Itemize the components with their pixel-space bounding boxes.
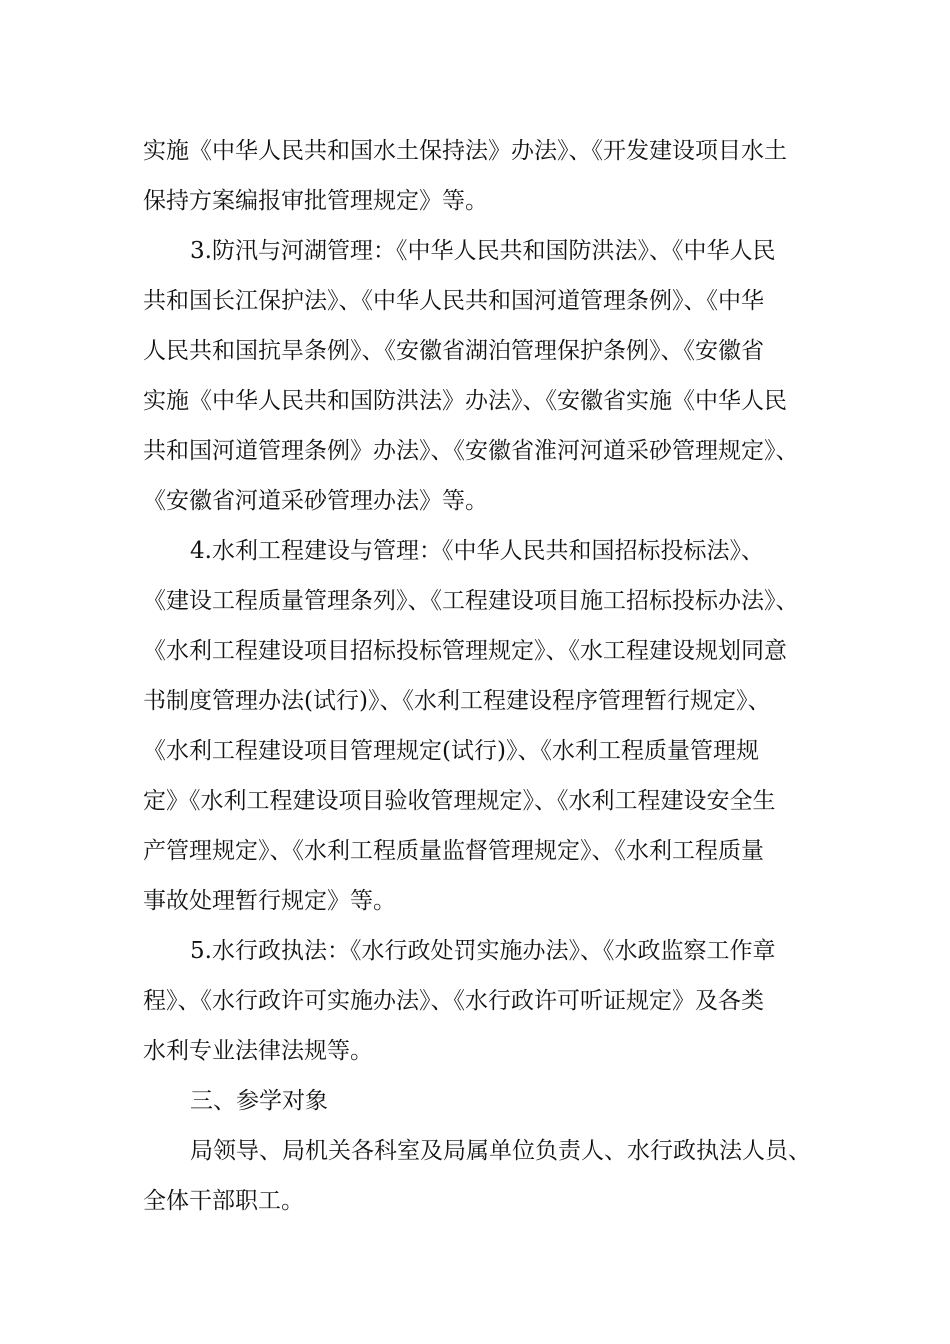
- text-line: 《水利工程建设项目管理规定(试行)》、《水利工程质量管理规: [143, 738, 759, 764]
- text-line: 共和国河道管理条例》办法》、《安徽省淮河河道采砂管理规定》、: [143, 438, 799, 464]
- text-line: 水利专业法律法规等。: [143, 1038, 373, 1064]
- text-line: 《水利工程建设项目招标投标管理规定》、《水工程建设规划同意: [143, 638, 787, 664]
- text-line: 产管理规定》、《水利工程质量监督管理规定》、《水利工程质量: [143, 838, 764, 864]
- text-line: 事故处理暂行规定》等。: [143, 888, 396, 914]
- text-line: 保持方案编报审批管理规定》等。: [143, 188, 488, 214]
- text-line: 《建设工程质量管理条列》、《工程建设项目施工招标投标办法》、: [143, 588, 799, 614]
- text-line: 人民共和国抗旱条例》、《安徽省湖泊管理保护条例》、《安徽省: [143, 338, 764, 364]
- text-line: 《安徽省河道采砂管理办法》等。: [143, 488, 488, 514]
- section-heading-4: 4.水利工程建设与管理：《中华人民共和国招标投标法》、: [190, 538, 764, 564]
- text-line: 实施《中华人民共和国水土保持法》办法》、《开发建设项目水土: [143, 138, 787, 164]
- section-heading-3: 3.防汛与河湖管理：《中华人民共和国防洪法》、《中华人民: [190, 238, 776, 264]
- text-line: 书制度管理办法(试行)》、《水利工程建设程序管理暂行规定》、: [143, 688, 771, 714]
- text-line: 程》、《水行政许可实施办法》、《水行政许可听证规定》及各类: [143, 988, 764, 1014]
- text-line: 共和国长江保护法》、《中华人民共和国河道管理条例》、《中华: [143, 288, 764, 314]
- text-line: 实施《中华人民共和国防洪法》办法》、《安徽省实施《中华人民: [143, 388, 787, 414]
- section-heading-5: 5.水行政执法：《水行政处罚实施办法》、《水政监察工作章: [190, 938, 776, 964]
- text-line: 局领导、局机关各科室及局属单位负责人、水行政执法人员、: [190, 1138, 811, 1164]
- text-line: 定》《水利工程建设项目验收管理规定》、《水利工程建设安全生: [143, 788, 776, 814]
- section-heading-participants: 三、参学对象: [190, 1088, 328, 1114]
- text-line: 全体干部职工。: [143, 1188, 304, 1214]
